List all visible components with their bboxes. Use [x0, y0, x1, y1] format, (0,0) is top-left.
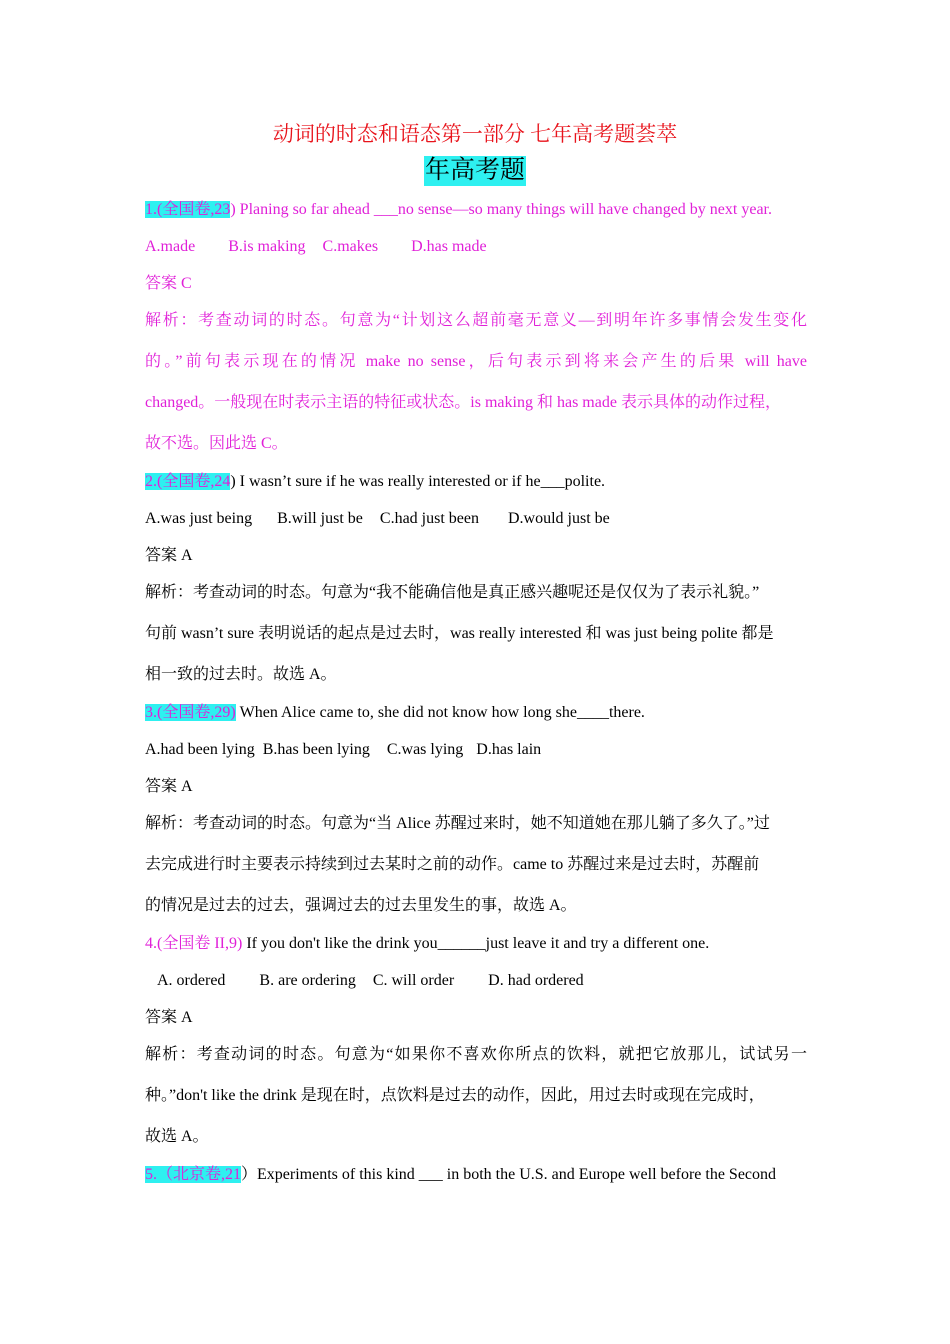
- q2-analysis-line-2: 句前 wasn’t sure 表明说话的起点是过去时，was really interested 和 was just being polite 都是: [145, 625, 774, 642]
- question-4-source: 4.(全国卷 II,9): [145, 935, 243, 952]
- question-5-text: ）Experiments of this kind ___ in both the U.S. and Europe well before the Second: [241, 1166, 777, 1183]
- question-2-source: 2.(全国卷,24: [145, 473, 231, 490]
- q4-option-c: C. will order: [372, 972, 455, 989]
- question-3-stem: [145, 702, 825, 724]
- q3-analysis-line-1: 解析：考查动词的时态。句意为“当 Alice 苏醒过来时，她不知道她在那儿躺了多久了。”过: [145, 815, 770, 832]
- question-3-source: 3.(全国卷,29): [145, 704, 236, 721]
- q3-option-d: D.has lain: [476, 741, 542, 758]
- q1-analysis-line-3: changed。一般现在时表示主语的特征或状态。is making 和 has made 表示具体的动作过程，: [145, 394, 781, 411]
- q1-option-a: A.made: [145, 238, 196, 255]
- question-3-answer: 答案 A: [145, 778, 193, 795]
- question-5-source: 5.（北京卷,21: [145, 1166, 242, 1183]
- q4-analysis-line-3: 故选 A。: [145, 1128, 209, 1145]
- q3-option-b: B.has been lying: [262, 741, 370, 758]
- q3-option-a: A.had been lying: [145, 741, 255, 758]
- q2-option-c: C.had just been: [379, 510, 479, 527]
- question-2-stem: [145, 471, 825, 493]
- q4-option-b: B. are ordering: [259, 972, 356, 989]
- question-5-stem: [145, 1164, 825, 1186]
- question-1-options: [145, 236, 825, 258]
- q1-option-b: B.is making: [228, 238, 306, 255]
- subtitle-block: [0, 156, 950, 186]
- question-2-options: [145, 508, 825, 530]
- q2-option-b: B.will just be: [277, 510, 363, 527]
- section-subtitle: 年高考题: [424, 157, 525, 184]
- q4-option-d: D. had ordered: [488, 972, 584, 989]
- question-2-text: ) I wasn’t sure if he was really interested or if he___polite.: [230, 473, 606, 490]
- q2-analysis-line-1: 解析：考查动词的时态。句意为“我不能确信他是真正感兴趣呢还是仅仅为了表示礼貌。”: [145, 584, 760, 601]
- page-title: 动词的时态和语态第一部分 七年高考题荟萃: [272, 122, 678, 146]
- question-4-options: [157, 970, 837, 992]
- question-3-options: [145, 739, 825, 761]
- q2-analysis-line-3: 相一致的过去时。故选 A。: [145, 666, 337, 683]
- q3-analysis-line-3: 的情况是过去的过去，强调过去的过去里发生的事，故选 A。: [145, 897, 577, 914]
- question-1-text: ) Planing so far ahead ___no sense—so many things will have changed by next year.: [230, 201, 772, 218]
- q3-option-c: C.was lying: [386, 741, 464, 758]
- question-1-stem: [145, 199, 825, 221]
- q2-option-a: A.was just being: [145, 510, 253, 527]
- q4-option-a: A. ordered: [157, 972, 226, 989]
- question-4-answer: 答案 A: [145, 1009, 193, 1026]
- question-1-source: 1.(全国卷,23: [145, 201, 231, 218]
- q4-analysis-line-2: 种。”don't like the drink 是现在时，点饮料是过去的动作，因此，用过去时或现在完成时，: [145, 1087, 765, 1104]
- q4-analysis-line-1: 解析：考查动词的时态。句意为“如果你不喜欢你所点的饮料，就把它放那儿，试试另一: [145, 1046, 807, 1063]
- question-2-answer: 答案 A: [145, 547, 193, 564]
- q3-analysis-line-2: 去完成进行时主要表示持续到过去某时之前的动作。came to 苏醒过来是过去时，苏醒前: [145, 856, 760, 873]
- q1-analysis-line-4: 故不选。因此选 C。: [145, 435, 288, 452]
- q2-option-d: D.would just be: [507, 510, 610, 527]
- question-4-stem: [145, 933, 825, 955]
- q1-option-c: C.makes: [322, 238, 379, 255]
- question-1-answer: 答案 C: [145, 275, 192, 292]
- q1-analysis-line-2: 的。”前句表示现在的情况 make no sense，后句表示到将来会产生的后果 will have: [145, 353, 807, 370]
- q1-analysis-line-1: 解析：考查动词的时态。句意为“计划这么超前毫无意义—到明年许多事情会发生变化: [145, 312, 807, 329]
- q1-option-d: D.has made: [411, 238, 487, 255]
- question-4-text: If you don't like the drink you______just leave it and try a different one.: [242, 935, 710, 952]
- question-3-text: When Alice came to, she did not know how long she____there.: [235, 704, 645, 721]
